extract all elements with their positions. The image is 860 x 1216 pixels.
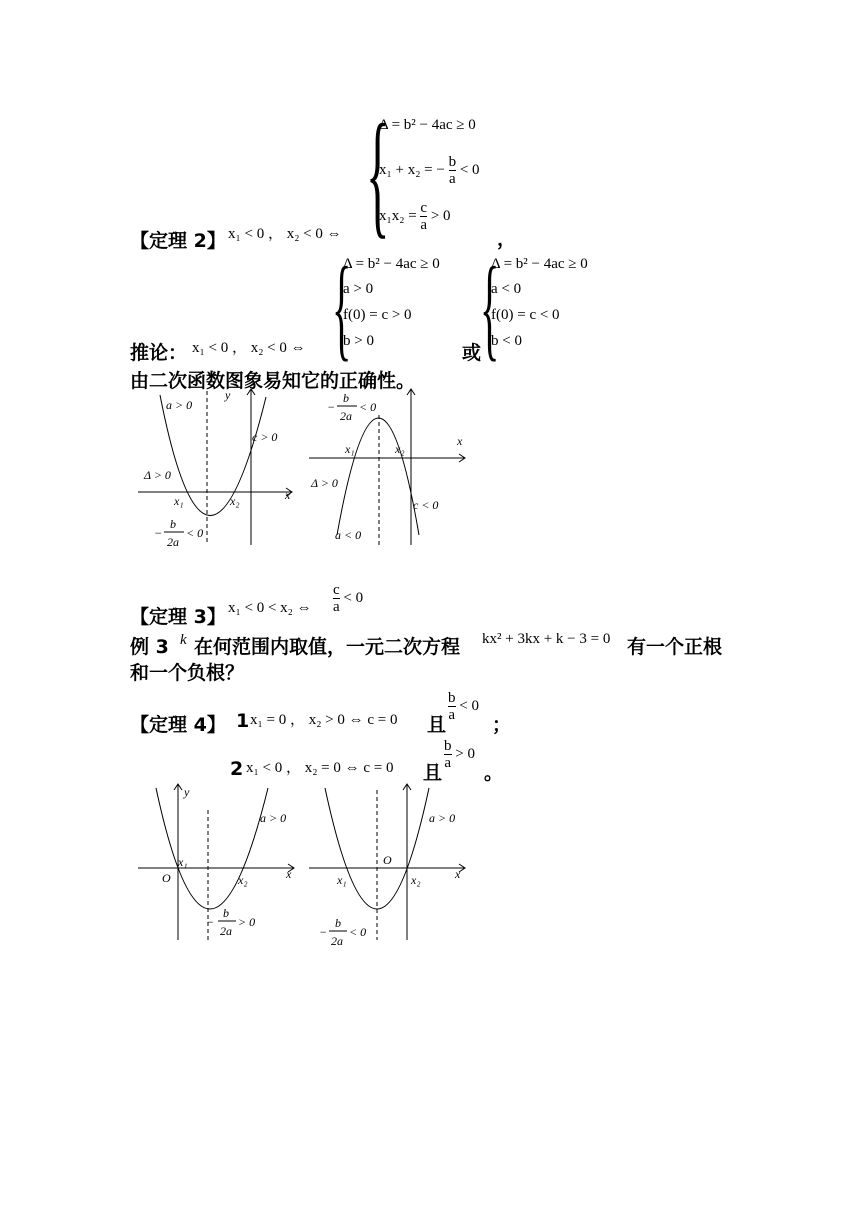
- theorem-4-num-1: 1: [236, 710, 250, 732]
- sys1-line-4: b > 0: [343, 333, 374, 349]
- fraction-b-a: [448, 690, 456, 723]
- label-minus: −: [206, 915, 215, 929]
- fraction-c-a: [420, 200, 427, 233]
- label-b: b: [335, 916, 341, 930]
- brace: {: [332, 244, 352, 371]
- sys2-line-4: b < 0: [491, 333, 522, 349]
- example-3-text-1: 在何范围内取值，一元二次方程: [194, 636, 461, 658]
- frac-num: c: [333, 582, 340, 598]
- brace: {: [366, 96, 390, 251]
- fraction-b-a: [444, 738, 452, 771]
- theorem-2-lhs: x₁ < 0 ， x₂ < 0 ⇔: [228, 226, 342, 242]
- label-a-gt-0: a > 0: [260, 811, 287, 825]
- label-b: b: [343, 391, 349, 405]
- sys2-line-2: a < 0: [491, 281, 522, 297]
- label-x1: x₁: [337, 873, 347, 887]
- theorem-4-frac-1: [448, 690, 479, 723]
- frac-num: c: [420, 200, 428, 216]
- frac-den: a: [444, 755, 452, 771]
- theorem-4: [0, 690, 860, 785]
- theorem-3-lhs: x₁ < 0 < x₂ ⇔: [228, 600, 312, 616]
- theorem-4-rhs-1: < 0: [459, 697, 479, 714]
- sys1-line-2: a > 0: [343, 281, 374, 297]
- theorem-2: [0, 0, 860, 250]
- label-x: x: [455, 867, 461, 881]
- sys-line-3: [379, 200, 451, 233]
- example-3-k: k: [180, 632, 187, 648]
- label-minus: −: [154, 526, 163, 540]
- sys-line-2-rhs: < 0: [459, 161, 480, 178]
- frac-num: b: [448, 154, 457, 170]
- sys2-line-1: Δ = b² − 4ac ≥ 0: [491, 256, 588, 272]
- theorem-4-label: 【定理 4】: [130, 714, 226, 736]
- label-c-lt-0: c < 0: [413, 498, 439, 512]
- example-3-label: 例 3: [130, 636, 169, 658]
- label-x2: x₂: [395, 442, 405, 456]
- theorem-4-frac-2: [444, 738, 475, 771]
- sys1-line-3: f(0) = c > 0: [343, 307, 412, 323]
- label-O: O: [162, 871, 171, 885]
- figure-1-right: [305, 385, 480, 555]
- theorem-4-line-1: x₁ = 0 ， x₂ > 0 ⇔ c = 0: [250, 712, 398, 728]
- label-a-lt-0: a < 0: [335, 528, 362, 542]
- sys-line-2-lhs: x₁ + x₂ = −: [379, 161, 445, 178]
- label-delta-gt-0: Δ > 0: [144, 468, 171, 482]
- label-a-gt-0: a > 0: [429, 811, 456, 825]
- label-minus: −: [327, 400, 336, 414]
- label-x: x: [457, 434, 463, 448]
- fraction-b-a: [449, 154, 457, 187]
- theorem-4-num-2: 2: [230, 758, 244, 780]
- corollary-lhs: x₁ < 0 ， x₂ < 0 ⇔: [192, 340, 306, 356]
- frac-den: a: [448, 707, 456, 723]
- label-2a: 2a: [331, 934, 343, 948]
- label-gt-0: > 0: [238, 915, 256, 929]
- figure-2-left: [130, 780, 300, 955]
- sys1-line-1: Δ = b² − 4ac ≥ 0: [343, 256, 440, 272]
- sys2-line-3: f(0) = c < 0: [491, 307, 560, 323]
- example-3: [0, 628, 860, 688]
- frac-den: a: [333, 599, 340, 615]
- parabola: [156, 788, 268, 909]
- corollary-or: 或: [462, 342, 482, 364]
- example-3-text-2: 有一个正根: [627, 636, 723, 658]
- label-O: O: [383, 853, 392, 867]
- theorem-4-and-2: 且: [423, 762, 443, 784]
- label-b: b: [223, 906, 229, 920]
- example-3-equation: kx² + 3kx + k − 3 = 0: [482, 631, 611, 647]
- label-x: x: [285, 488, 291, 502]
- label-c-gt-0: c > 0: [252, 430, 278, 444]
- frac-num: b: [448, 690, 456, 706]
- theorem-3-label: 【定理 3】: [130, 606, 226, 628]
- label-x2: x₂: [411, 873, 421, 887]
- corollary-label: 推论：: [130, 342, 188, 364]
- theorem-3-rhs: [333, 582, 363, 615]
- theorem-4-end-1: ；: [492, 714, 512, 736]
- sys-line-2: [379, 154, 480, 187]
- label-x2: x₂: [230, 494, 240, 508]
- example-3-text-3: 和一个负根？: [130, 662, 245, 684]
- label-y: y: [225, 388, 231, 402]
- label-lt-0: < 0: [359, 400, 377, 414]
- label-2a: 2a: [220, 924, 232, 938]
- theorem-4-line-2: x₁ < 0 ， x₂ = 0 ⇔ c = 0: [246, 760, 394, 776]
- label-x2: x₂: [238, 873, 248, 887]
- figure-2-right: [305, 780, 480, 955]
- label-x1: x₁: [178, 855, 188, 869]
- label-x1: x₁: [345, 442, 355, 456]
- label-lt-0: < 0: [186, 526, 204, 540]
- label-lt-0: < 0: [349, 925, 367, 939]
- label-b: b: [170, 517, 176, 531]
- label-delta-gt-0: Δ > 0: [311, 476, 338, 490]
- sys-line-3-lhs: x₁x₂ =: [379, 207, 417, 224]
- theorem-4-and-1: 且: [427, 714, 447, 736]
- frac-num: b: [444, 738, 452, 754]
- fraction-c-a: [333, 582, 340, 615]
- parabola: [337, 418, 419, 535]
- label-x: x: [286, 867, 292, 881]
- theorem-4-rhs-2: > 0: [455, 745, 475, 762]
- theorem-3-rhs-text: < 0: [343, 589, 364, 606]
- brace: {: [480, 244, 500, 371]
- corollary-note: 由二次函数图象易知它的正确性。: [130, 370, 416, 392]
- label-x1: x₁: [174, 494, 184, 508]
- label-2a: 2a: [340, 409, 352, 423]
- theorem-2-label: 【定理 2】: [130, 230, 226, 252]
- label-a-gt-0: a > 0: [166, 398, 193, 412]
- label-y: y: [184, 785, 190, 799]
- frac-den: a: [449, 171, 456, 187]
- theorem-4-end-2: 。: [484, 762, 504, 784]
- sys-line-1: Δ = b² − 4ac ≥ 0: [379, 117, 476, 133]
- label-minus: −: [319, 925, 328, 939]
- corollary: [0, 244, 860, 392]
- frac-den: a: [420, 217, 428, 233]
- label-2a: 2a: [167, 535, 179, 549]
- figure-1-left: [130, 385, 300, 555]
- theorem-3: [0, 580, 860, 628]
- theorem-2-tail: ，: [497, 228, 517, 250]
- sys-line-3-rhs: > 0: [430, 207, 451, 224]
